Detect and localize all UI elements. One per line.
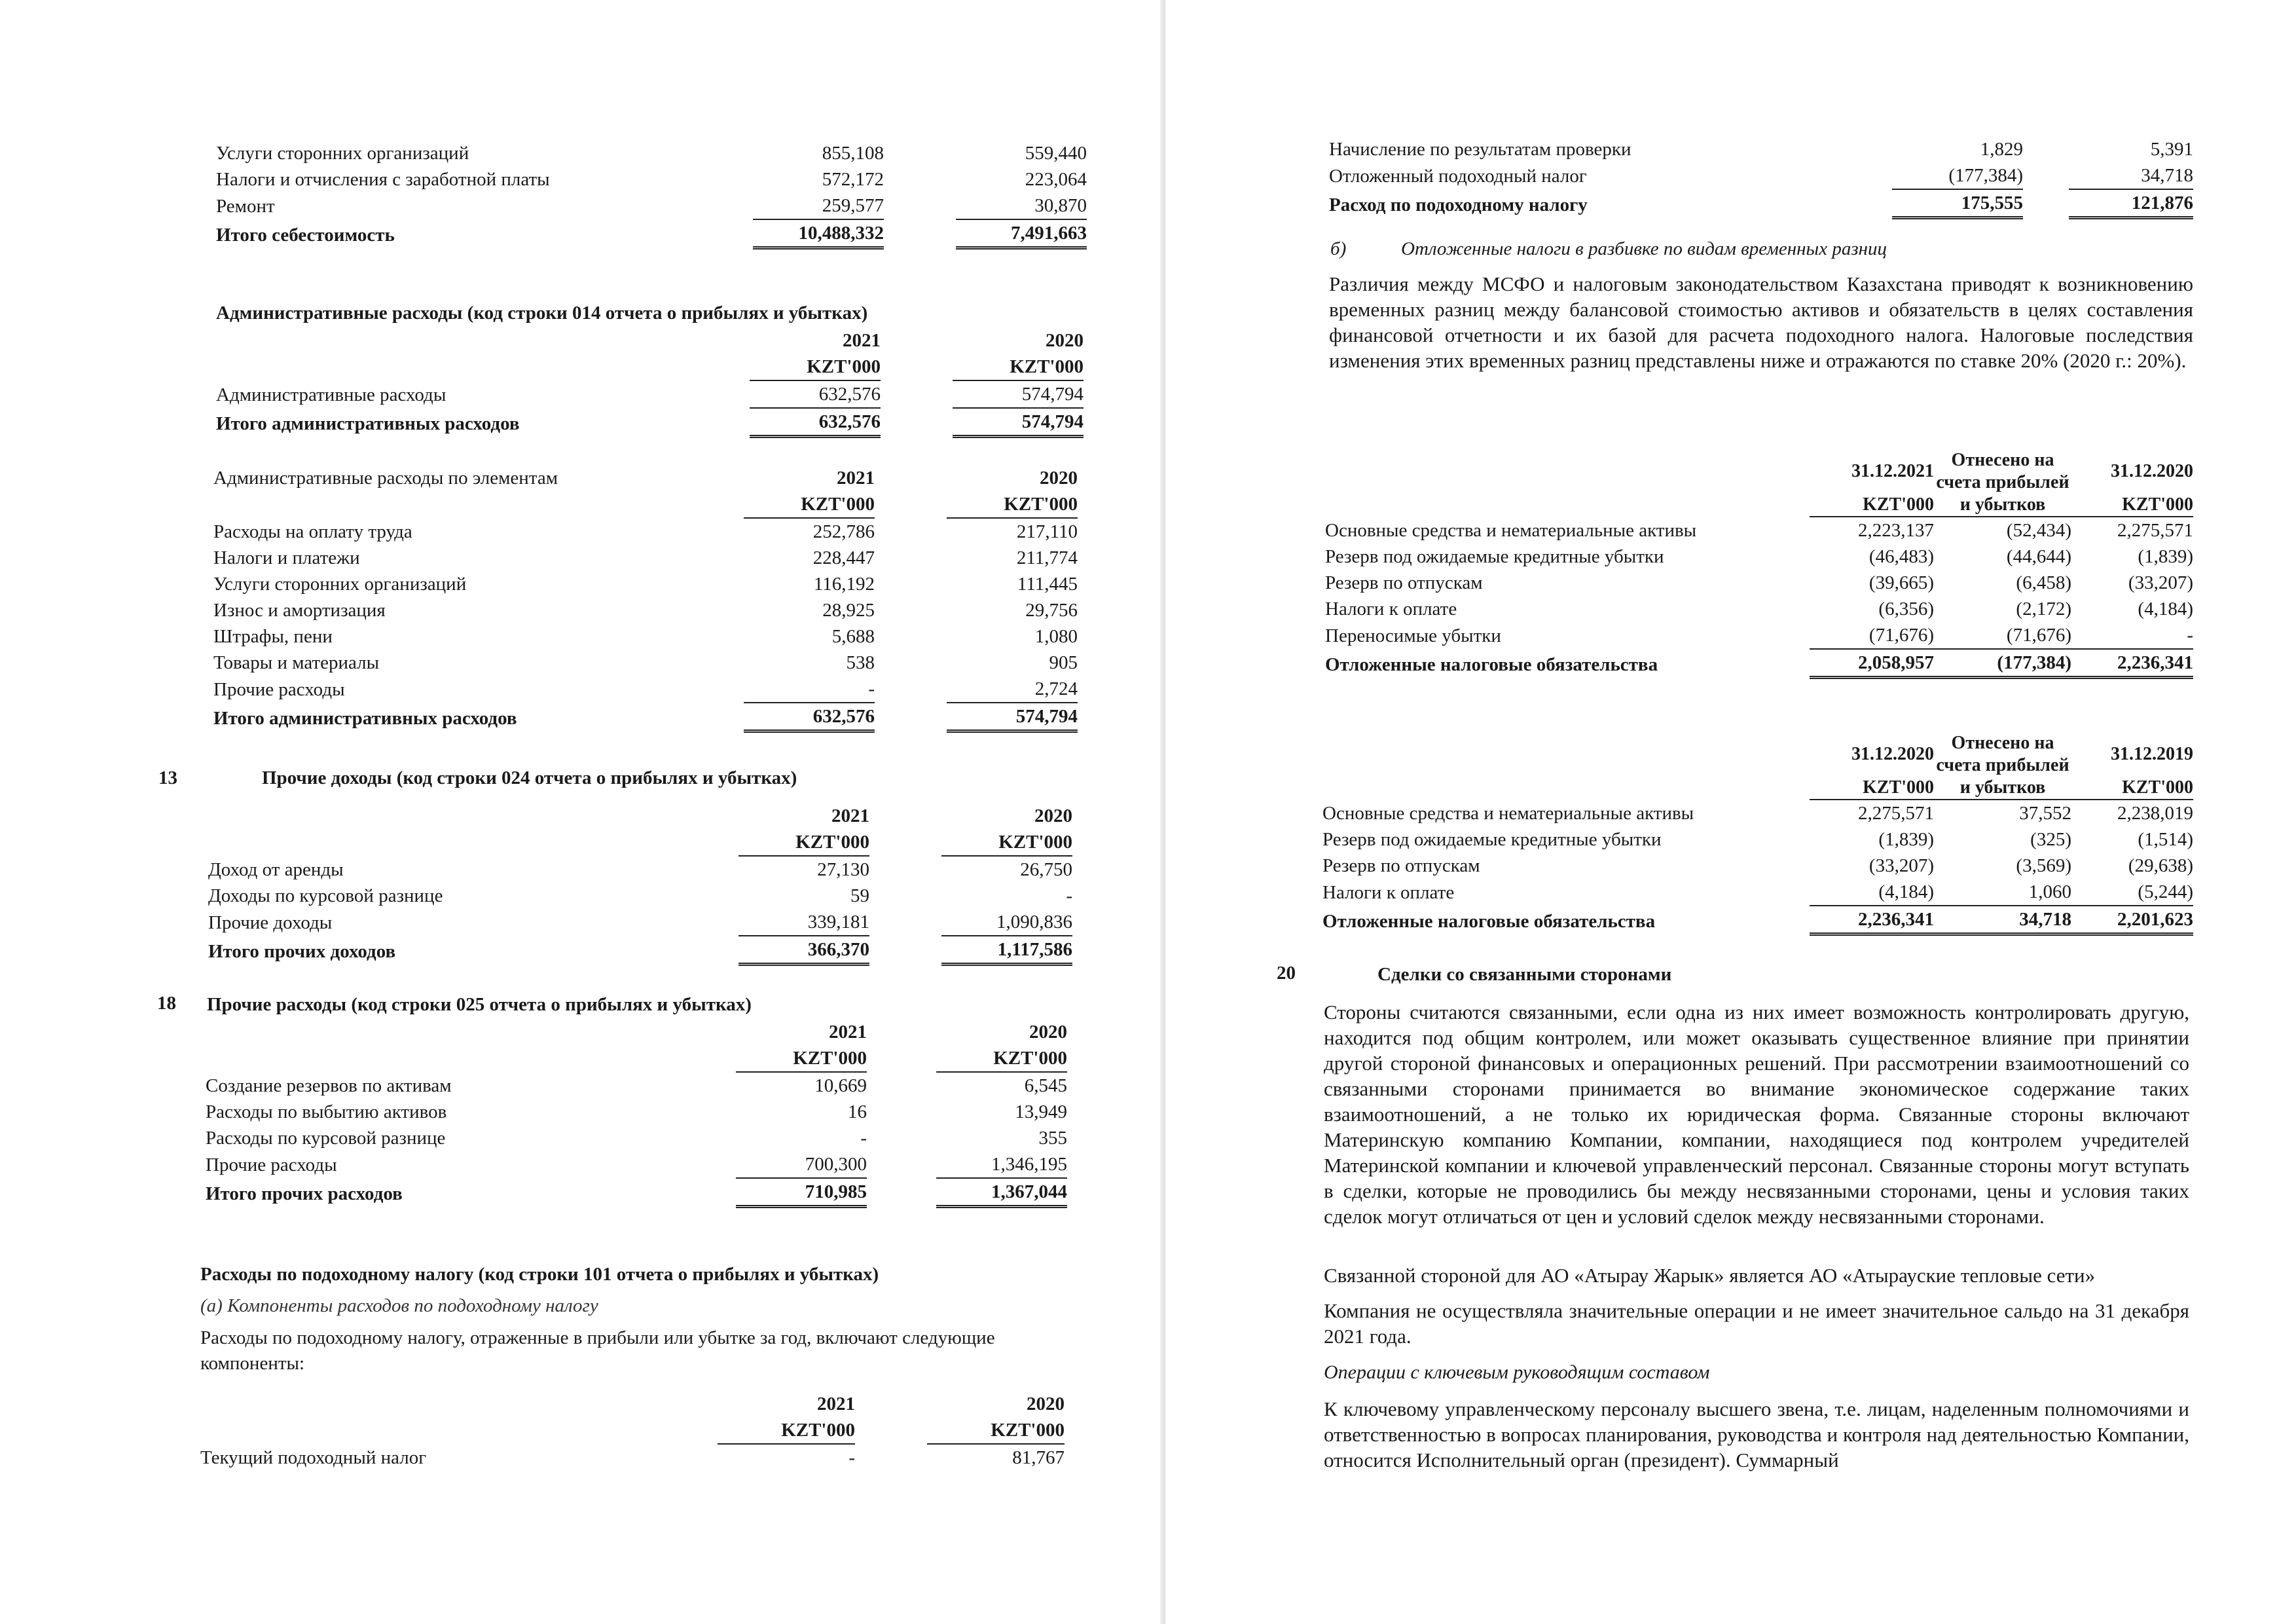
row-label: Основные средства и нематериальные активы: [1325, 520, 1697, 541]
row-label: Налоги к оплате: [1322, 882, 1455, 903]
value-2021: 28,925: [822, 600, 875, 621]
table-row: [206, 1099, 1067, 1125]
row-label: Налоги и платежи: [213, 547, 360, 568]
value: 2,223,137: [1858, 520, 1934, 541]
value-2020: 13,949: [1015, 1101, 1067, 1122]
admin-table: [216, 327, 1084, 438]
col-pl: Отнесено на счета прибылей и убытков: [1934, 449, 2071, 517]
note20-balances: Компания не осуществляла значительные операции и не имеет значительное сальдо на 31 декабря 2021 года.: [1324, 1299, 2189, 1348]
table-row: [213, 676, 1078, 703]
col-date: 31.12.2019: [2111, 743, 2193, 764]
row-label: Резерв по отпускам: [1322, 855, 1480, 876]
value-2020: 6,545: [1024, 1075, 1067, 1096]
row-label: Прочие расходы: [213, 679, 345, 700]
table-row: [1322, 853, 2193, 879]
value: (1,839): [2138, 546, 2193, 567]
row-label: Износ и амортизация: [213, 600, 386, 621]
year-header: [208, 803, 1072, 829]
total-2020: 1,367,044: [936, 1178, 1067, 1207]
income-tax-cont-table: [1329, 136, 2193, 219]
currency: KZT'000: [1810, 766, 1934, 800]
value-2020: 30,870: [956, 193, 1087, 219]
value-2020: 211,774: [1016, 547, 1078, 568]
total-value: 2,236,341: [2071, 649, 2193, 678]
table-row: [216, 380, 1084, 408]
total-2020: 7,491,663: [956, 219, 1087, 248]
total-label: Отложенные налоговые обязательства: [1322, 910, 1656, 932]
value-2021: (177,384): [1892, 162, 2023, 189]
total-label: Итого прочих доходов: [208, 940, 396, 962]
currency: KZT'000: [953, 354, 1084, 380]
value-2021: 228,447: [812, 547, 875, 568]
table-row: [213, 623, 1078, 650]
value-2021: -: [848, 1447, 855, 1468]
note-number: 20: [1277, 963, 1296, 984]
row-label: Налоги к оплате: [1325, 599, 1457, 619]
value: (6,356): [1878, 599, 1934, 619]
income-tax-heading: Расходы по подоходному налогу (код строки 101 отчета о прибылях и убытках): [200, 1264, 879, 1285]
year-2021: 2021: [843, 330, 881, 351]
total-value: 2,201,623: [2071, 906, 2193, 934]
currency: KZT'000: [927, 1417, 1065, 1444]
value: (71,676): [1810, 622, 1934, 649]
note20-key-personnel: К ключевому управленческому персоналу высшего звена, т.е. лицам, наделенным полномочиями и ответственностью в вопросах планирования, руководства и контроля над деятельностью Компании, относится Исполнительный орган (президент). Суммарный: [1324, 1397, 2189, 1471]
year-header: [200, 1391, 1065, 1417]
row-label: Расходы на оплату труда: [213, 521, 412, 542]
admin-elements-table: [213, 465, 1078, 733]
row-label: Создание резервов по активам: [206, 1075, 452, 1096]
currency-header: [216, 354, 1084, 380]
table-row: [1325, 622, 2193, 649]
row-label: Расходы по выбытию активов: [206, 1101, 447, 1122]
currency-header: [200, 1417, 1065, 1444]
table-row: [213, 571, 1078, 597]
value: (44,644): [2006, 546, 2071, 567]
total-row: [216, 408, 1084, 437]
total-label: Отложенные налоговые обязательства: [1325, 654, 1658, 675]
value-2020: 1,080: [1034, 626, 1078, 647]
value-2021: -: [744, 676, 875, 703]
value: (1,514): [2138, 829, 2193, 850]
row-label: Основные средства и нематериальные активы: [1322, 803, 1694, 824]
row-label: Услуги сторонних организаций: [213, 574, 467, 595]
row-label: Текущий подоходный налог: [200, 1447, 427, 1468]
col-date: 31.12.2020: [2111, 460, 2193, 481]
value: (29,638): [2128, 855, 2193, 876]
column-header: [1325, 449, 2193, 483]
value-2021: 116,192: [813, 574, 875, 595]
value: (46,483): [1868, 546, 1934, 567]
row-label: Административные расходы: [216, 384, 446, 405]
note-number: 13: [158, 767, 177, 788]
table-title: Административные расходы по элементам: [213, 468, 558, 489]
value-2021: 5,688: [831, 626, 875, 647]
table-row: [1322, 800, 2193, 826]
total-label: Итого себестоимость: [216, 224, 395, 246]
currency: KZT'000: [1810, 483, 1934, 517]
row-label: Расходы по курсовой разнице: [206, 1128, 446, 1149]
table-row: [208, 856, 1072, 883]
currency: KZT'000: [718, 1417, 855, 1444]
total-row: [1325, 649, 2193, 678]
row-label: Отложенный подоходный налог: [1329, 166, 1587, 187]
total-2021: 632,576: [750, 408, 881, 437]
income-tax-intro: Расходы по подоходному налогу, отраженные в прибыли или убытке за год, включают следующие компоненты:: [200, 1327, 995, 1374]
table-row: [216, 166, 1087, 193]
value-2020: 355: [1038, 1128, 1067, 1149]
admin-heading: Административные расходы (код строки 014 отчета о прибылях и убытках): [216, 303, 868, 323]
total-2021: 710,985: [736, 1178, 867, 1207]
current-tax-table: [200, 1391, 1065, 1471]
total-label: Итого административных расходов: [216, 413, 520, 434]
total-2020: 574,794: [953, 408, 1084, 437]
table-row: [1325, 570, 2193, 596]
row-label: Начисление по результатам проверки: [1329, 139, 1631, 160]
row-label: Услуги сторонних организаций: [216, 143, 469, 164]
row-label: Налоги и отчисления с заработной платы: [216, 169, 550, 190]
value-2020: 1,346,195: [936, 1151, 1067, 1178]
value-2020: 223,064: [1025, 169, 1087, 190]
table-row: [213, 545, 1078, 571]
table-row: [208, 883, 1072, 909]
income-tax-sub-a: (а) Компоненты расходов по подоходному налогу: [200, 1295, 598, 1316]
currency-header: [213, 491, 1078, 518]
table-row: [208, 909, 1072, 936]
total-row: [216, 219, 1087, 248]
value-2021: 572,172: [822, 169, 884, 190]
col-date: 31.12.2021: [1851, 460, 1934, 481]
total-row: [1322, 906, 2193, 934]
value-2020: 1,090,836: [941, 909, 1072, 936]
note13-heading: Прочие доходы (код строки 024 отчета о прибылях и убытках): [262, 767, 797, 788]
row-label: Доходы по курсовой разнице: [208, 885, 443, 906]
note20-heading: Сделки со связанными сторонами: [1377, 964, 1672, 985]
total-2021: 10,488,332: [753, 219, 884, 248]
value-2020: 574,794: [953, 380, 1084, 408]
value-2021: 855,108: [822, 143, 884, 164]
currency: KZT'000: [2071, 483, 2193, 517]
deferred-intro: Различия между МСФО и налоговым законодательством Казахстана приводят к возникновению временных разниц между балансовой стоимостью активов и обязательств в целях составления финансовой отчетности и их базой для расчета подоходного налога. Налоговые последствия изменения этих временных разниц представлены ниже и отражаются по ставке 20% (2020 г.: 20%).: [1329, 272, 2193, 372]
year-2020: 2020: [1046, 330, 1084, 351]
table-row: [216, 140, 1087, 166]
currency: KZT'000: [744, 491, 875, 518]
year-2020: 2020: [1027, 1393, 1065, 1414]
value-2020: 111,445: [1017, 574, 1078, 595]
currency: KZT'000: [736, 1045, 867, 1072]
value-2021: 538: [846, 652, 875, 673]
total-value: (177,384): [1934, 649, 2071, 678]
value-2021: -: [860, 1128, 867, 1149]
col-pl: Отнесено на счета прибылей и убытков: [1934, 732, 2071, 800]
value-2021: 59: [850, 885, 869, 906]
total-label: Расход по подоходному налогу: [1329, 194, 1588, 215]
cost-table: [216, 140, 1087, 249]
value: (6,458): [2016, 572, 2071, 593]
currency: KZT'000: [750, 354, 881, 380]
total-2021: 175,555: [1892, 189, 2023, 218]
table-row: [213, 650, 1078, 676]
value: (39,665): [1868, 572, 1934, 593]
value-2020: -: [1066, 885, 1072, 906]
value: (33,207): [2128, 572, 2193, 593]
currency: KZT'000: [738, 829, 869, 856]
row-label: Товары и материалы: [213, 652, 380, 673]
year-2020: 2020: [1034, 805, 1072, 826]
value: (1,839): [1878, 829, 1934, 850]
total-row: [206, 1178, 1067, 1207]
value-2020: 26,750: [1020, 859, 1072, 880]
year-2021: 2021: [829, 1022, 867, 1043]
currency: KZT'000: [941, 829, 1072, 856]
table-row: [1322, 879, 2193, 906]
note18-heading: Прочие расходы (код строки 025 отчета о прибылях и убытках): [207, 994, 752, 1015]
currency: KZT'000: [947, 491, 1078, 518]
deferred-tax-2021-table: [1325, 449, 2193, 679]
value-2021: 10,669: [814, 1075, 867, 1096]
value: (4,184): [1810, 879, 1934, 906]
col-date: 31.12.2020: [1851, 743, 1934, 764]
total-2020: 121,876: [2069, 189, 2193, 218]
year-2020: 2020: [1040, 468, 1078, 489]
year-header: [213, 465, 1078, 491]
table-row: [206, 1072, 1067, 1099]
deferred-tax-2020-table: [1322, 732, 2193, 936]
right-page: [1165, 0, 2296, 1624]
row-label: Переносимые убытки: [1325, 625, 1501, 646]
year-header: [206, 1019, 1067, 1045]
total-row: [208, 936, 1072, 965]
year-2020: 2020: [1029, 1022, 1067, 1043]
value: 2,238,019: [2117, 803, 2193, 824]
total-value: 2,236,341: [1810, 906, 1934, 934]
value-2021: 16: [848, 1101, 867, 1122]
value: (33,207): [1868, 855, 1934, 876]
row-label: Резерв под ожидаемые кредитные убытки: [1322, 829, 1662, 850]
total-2020: 574,794: [947, 703, 1078, 731]
value-2020: 29,756: [1025, 600, 1078, 621]
table-row: [1322, 826, 2193, 853]
value: 37,552: [2019, 803, 2071, 824]
value-2020: 81,767: [1012, 1447, 1065, 1468]
note20-paragraph: Стороны считаются связанными, если одна из них имеет возможность контролировать другую, находится под общим контролем, или может оказывать существенное влияние при принятии другой стороной финансовых и операционных решений. При рассмотрении взаимоотношений со связанными сторонами принимается во внимание экономическое содержание таких взаимоотношений, а не только их юридическая форма. Связанные стороны включают Материнскую компанию Компании, компании, находящиеся под контролем учредителей Материнской компании и ключевой управленческий персонал. Связанные стороны могут вступать в сделки, которые не проводились бы между несвязанными сторонами, цены и условия таких сделок могут отличаться от цен и условий сделок между несвязанными сторонами.: [1324, 1001, 2189, 1228]
value: -: [2071, 622, 2193, 649]
row-label: Прочие доходы: [208, 912, 333, 933]
table-row: [1325, 544, 2193, 570]
table-row: [206, 1125, 1067, 1151]
value-2020: 559,440: [1025, 143, 1087, 164]
row-label: Штрафы, пени: [213, 626, 333, 647]
total-label: Итого прочих расходов: [206, 1183, 403, 1204]
table-row: [216, 193, 1087, 219]
note-number: 18: [157, 993, 176, 1014]
currency: KZT'000: [936, 1045, 1067, 1072]
value: 2,275,571: [2117, 520, 2193, 541]
table-row: [1329, 162, 2193, 189]
value-2020: 2,724: [947, 676, 1078, 703]
table-row: [1325, 596, 2193, 622]
value-2020: 217,110: [1016, 521, 1078, 542]
value-2021: 259,577: [753, 193, 884, 219]
total-label: Итого административных расходов: [213, 707, 517, 729]
value-2021: 632,576: [750, 380, 881, 408]
total-value: 2,058,957: [1810, 649, 1934, 678]
row-label: Ремонт: [216, 196, 275, 217]
total-2021: 632,576: [744, 703, 875, 731]
currency-header: [206, 1045, 1067, 1072]
value: 1,060: [1934, 879, 2071, 906]
sub-b-title: Отложенные налоги в разбивке по видам временных разниц: [1401, 238, 1887, 259]
value-2021: 339,181: [738, 909, 869, 936]
table-row: [213, 518, 1078, 545]
year-2021: 2021: [837, 468, 875, 489]
year-2021: 2021: [831, 805, 869, 826]
note20-related-party: Связанной стороной для АО «Атырау Жарык» является АО «Атырауские тепловые сети»: [1324, 1264, 2096, 1287]
value-2020: 5,391: [2150, 139, 2193, 160]
other-income-table: [208, 803, 1072, 966]
value: (2,172): [2016, 599, 2071, 619]
column-header: [1322, 732, 2193, 766]
row-label: Резерв по отпускам: [1325, 572, 1483, 593]
value-2021: 27,130: [817, 859, 869, 880]
table-row: [213, 597, 1078, 623]
value: (3,569): [2016, 855, 2071, 876]
value-2021: 700,300: [736, 1151, 867, 1178]
row-label: Доход от аренды: [208, 859, 344, 880]
value: (4,184): [2138, 599, 2193, 619]
value-2020: 34,718: [2069, 162, 2193, 189]
row-label: Резерв под ожидаемые кредитные убытки: [1325, 546, 1664, 567]
value: (52,434): [2006, 520, 2071, 541]
value: (5,244): [2071, 879, 2193, 906]
total-row: [1329, 189, 2193, 218]
total-2021: 366,370: [738, 936, 869, 965]
note20-subheading: Операции с ключевым руководящим составом: [1324, 1361, 1710, 1383]
other-expenses-table: [206, 1019, 1067, 1208]
sub-b-letter: б): [1330, 238, 1347, 259]
total-value: 34,718: [1934, 906, 2071, 934]
total-2020: 1,117,586: [941, 936, 1072, 965]
year-2021: 2021: [817, 1393, 855, 1414]
row-label: Прочие расходы: [206, 1154, 337, 1175]
currency: KZT'000: [2071, 766, 2193, 800]
value: 2,275,571: [1858, 803, 1934, 824]
value-2021: 1,829: [1980, 139, 2023, 160]
year-header: [216, 327, 1084, 354]
table-row: [206, 1151, 1067, 1178]
value: (325): [2030, 829, 2071, 850]
total-row: [213, 703, 1078, 731]
table-row: [200, 1444, 1065, 1471]
value: (71,676): [1934, 622, 2071, 649]
value-2020: 905: [1049, 652, 1078, 673]
currency-header: [208, 829, 1072, 856]
table-row: [1329, 136, 2193, 162]
value-2021: 252,786: [812, 521, 875, 542]
table-row: [1325, 517, 2193, 544]
